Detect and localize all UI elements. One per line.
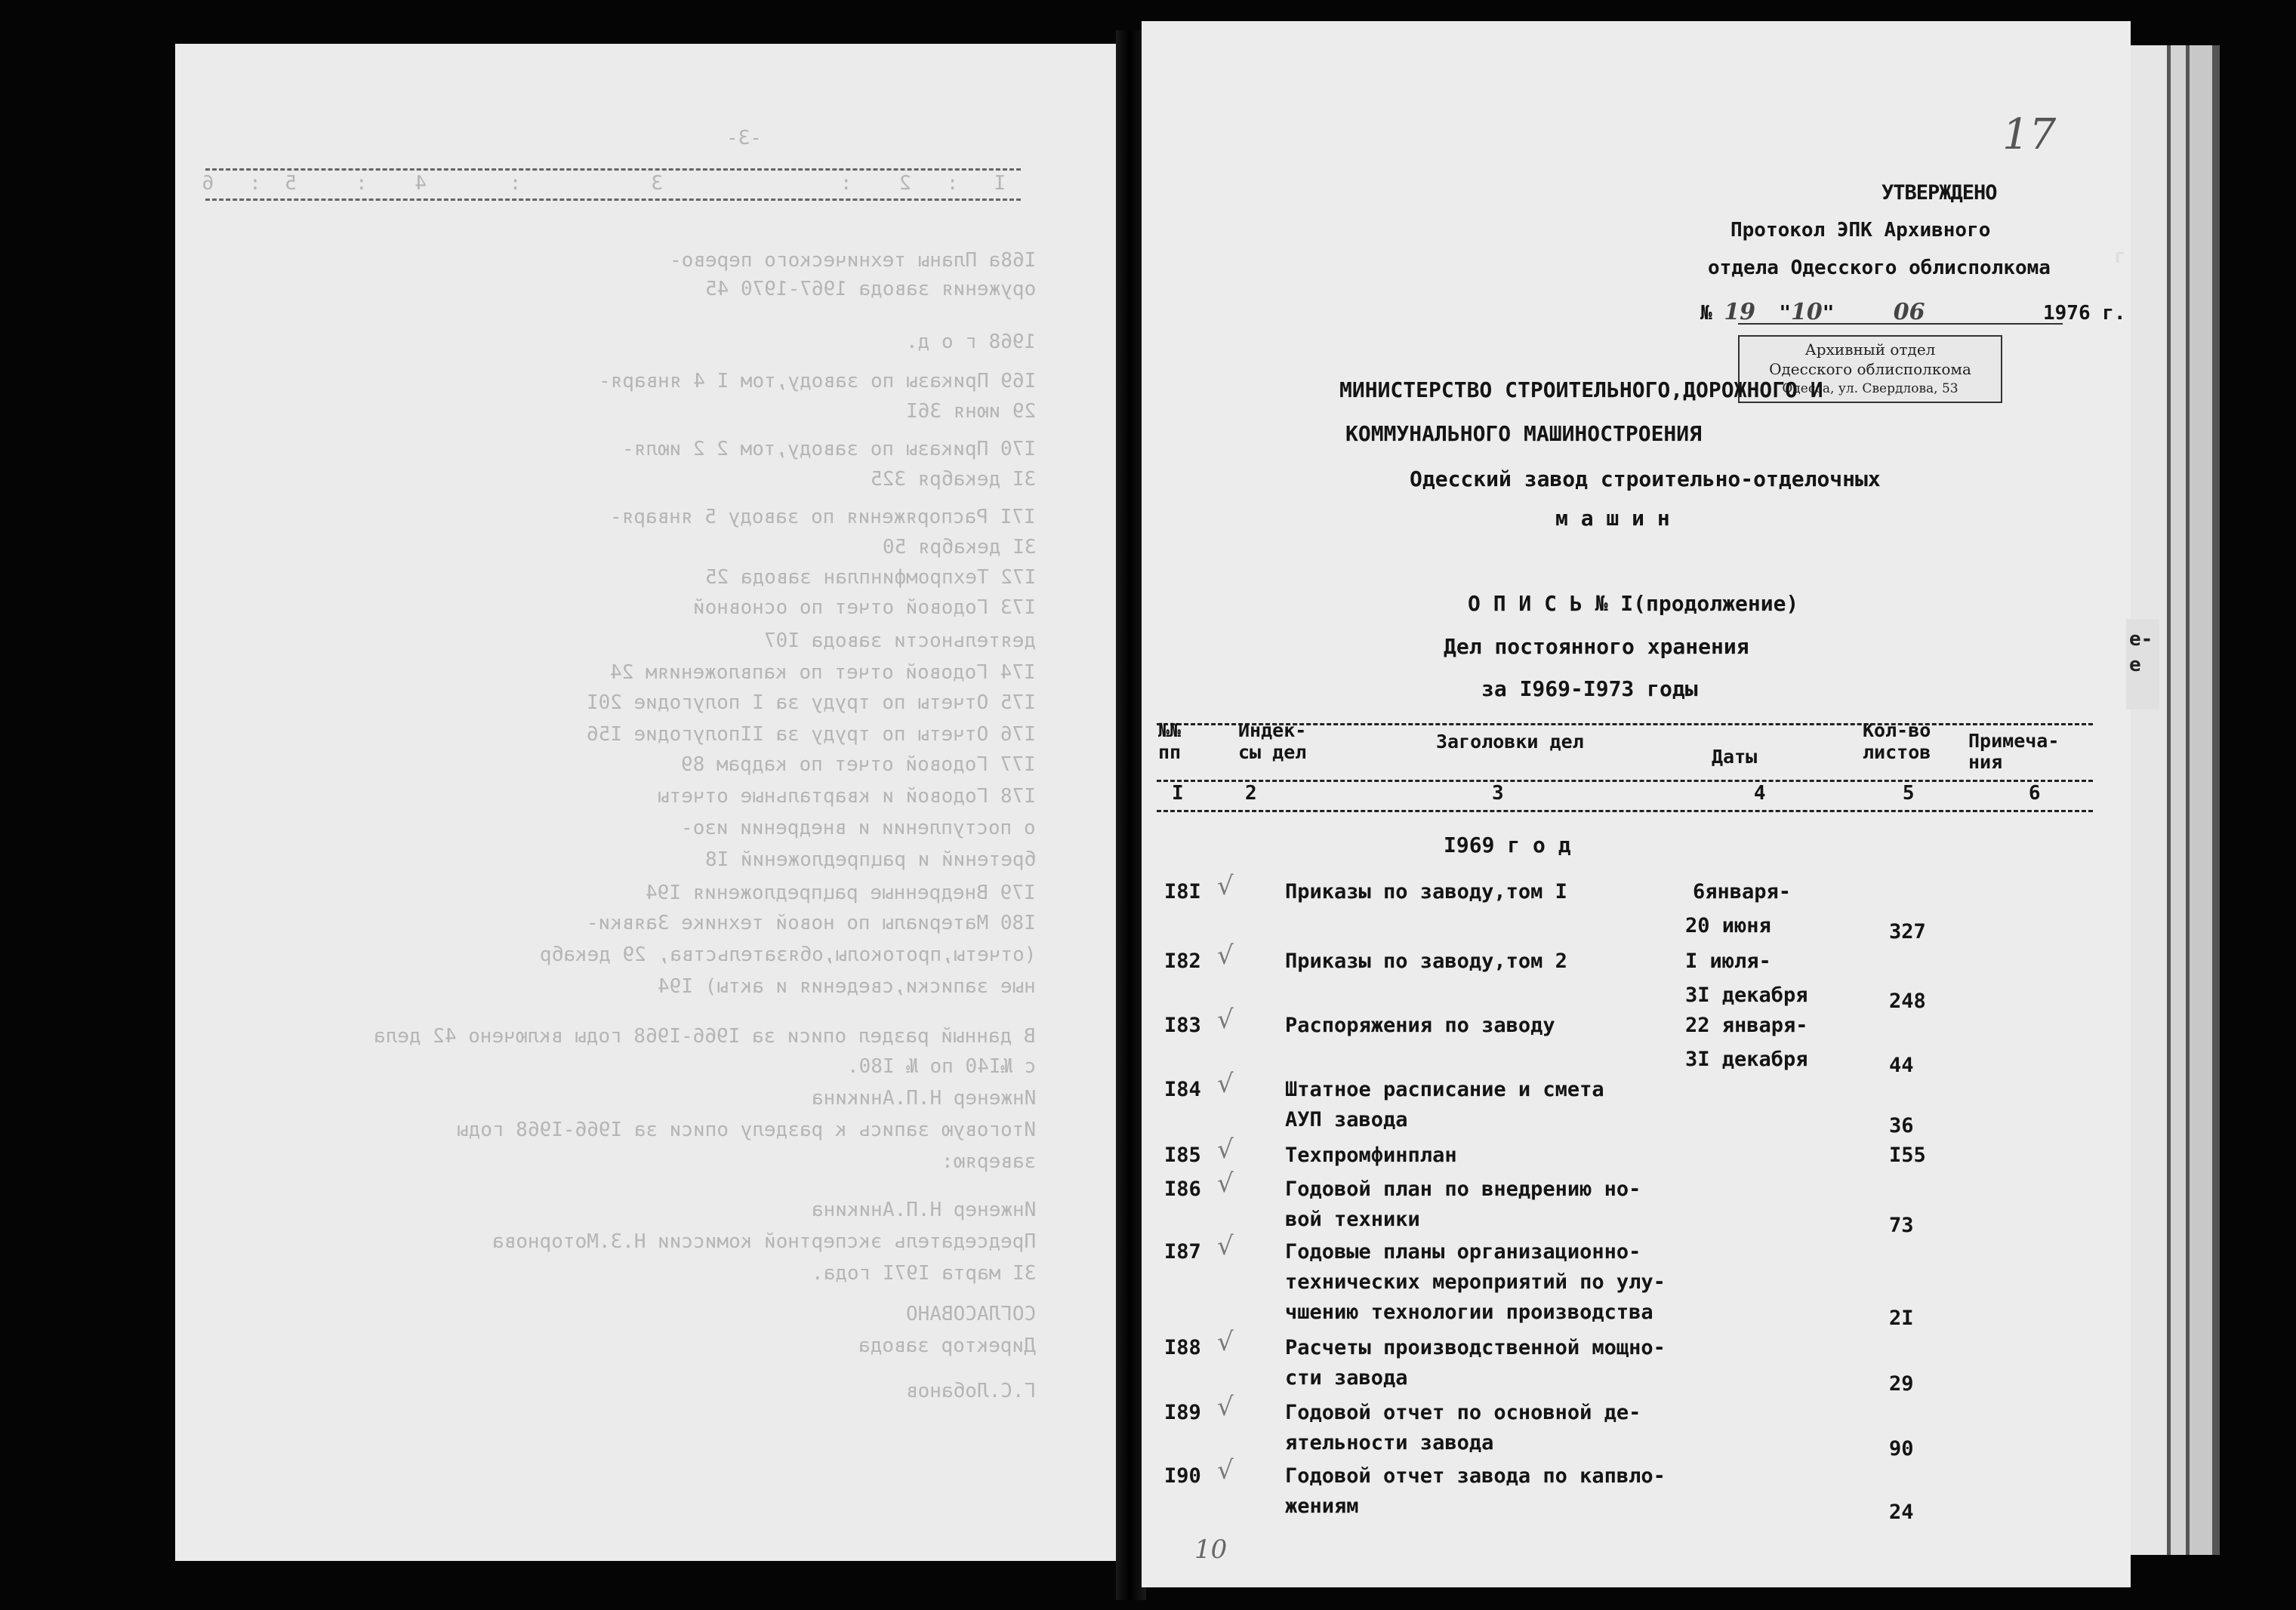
check-mark-icon: √ [1217, 1327, 1234, 1357]
row-title-line: чшению технологии производства [1285, 1301, 1653, 1324]
row-sheet-count: 29 [1889, 1372, 1914, 1396]
col-number-6: 6 [2028, 782, 2041, 805]
left-page-line: 3I декабря 50 [882, 536, 1036, 559]
left-page-line: I74 Годовой отчет по капвложениям 24 [610, 661, 1036, 684]
row-title-line: Техпромфинплан [1285, 1144, 1457, 1167]
left-page-line: оружения завода 1967-1970 45 [704, 278, 1036, 300]
check-mark-icon: √ [1217, 1455, 1234, 1485]
table-col-numbers [1172, 782, 2041, 805]
row-title-line: Штатное расписание и смета [1285, 1078, 1604, 1101]
left-page [175, 44, 1126, 1561]
check-mark-icon: √ [1217, 1392, 1234, 1422]
approval-day: 10 [1791, 299, 1823, 325]
approval-line1: УТВЕРЖДЕНО [1881, 181, 1997, 205]
left-page-line: I78 Годовой и квартальные отчеты [658, 785, 1036, 808]
left-page-line: I70 Приказы по заводу,том 2 2 июля- [622, 438, 1036, 460]
left-page-line: деятельности завода I07 [763, 630, 1036, 652]
row-number: I90 [1164, 1464, 1201, 1488]
row-title-line: Годовой отчет завода по капвло- [1285, 1464, 1666, 1488]
left-page-line: Председатель экспертной комиссии Н.З.Моторнова [492, 1230, 1036, 1253]
left-page-line: В данный раздел описи за I966-I968 годы включено 42 дела [374, 1025, 1036, 1048]
row-title-line: АУП завода [1285, 1108, 1408, 1131]
row-sheet-count: 44 [1889, 1054, 1914, 1077]
row-title-line: Приказы по заводу,том 2 [1285, 950, 1567, 973]
col-header-titles: Заголовки дел [1436, 731, 1584, 753]
left-page-line: СОГЛАСОВАНО [905, 1303, 1036, 1325]
left-col-4: 4 [415, 172, 427, 195]
row-number: I88 [1164, 1336, 1201, 1359]
approval-year: 1976 г. [2043, 302, 2126, 325]
left-page-line: I7I Распоряжения по заводу 5 января- [610, 506, 1036, 528]
stamp-line3: Одесса, ул. Свердлова, 53 [1782, 381, 1959, 396]
row-number: I83 [1164, 1014, 1201, 1037]
left-page-line: Инженер Н.П.Аникина [811, 1199, 1036, 1221]
row-sheet-count: 2I [1889, 1307, 1914, 1330]
left-page-line: ные записки,сведения и акты) I94 [658, 975, 1036, 998]
left-page-line: I69 Приказы по заводу,том I 4 января- [598, 370, 1036, 392]
left-col-5: 5 [285, 172, 297, 195]
inventory-title: О П И С Ь № I(продолжение) [1468, 591, 1799, 616]
left-header-cols: I : 2 : 3 : 4 : 5 : 6 [202, 172, 1006, 195]
row-title-line: Приказы по заводу,том I [1285, 880, 1567, 904]
row-title-line: Распоряжения по заводу [1285, 1014, 1555, 1037]
col-number-5: 5 [1902, 782, 1915, 805]
left-page-line: I72 Техпромфинплан завода 25 [704, 566, 1036, 589]
check-mark-icon: √ [1217, 1231, 1234, 1261]
col-header-index: Индек- сы дел [1238, 719, 1307, 763]
row-title-line: Годовой отчет по основной де- [1285, 1401, 1641, 1424]
table-rule-3 [1157, 810, 2093, 812]
check-mark-icon: √ [1217, 1168, 1234, 1199]
col-number-4: 4 [1753, 782, 1766, 805]
left-page-line: I76 Отчеты по труду за IIполугодие I56 [587, 723, 1036, 746]
side-tab-letter: г [2114, 245, 2126, 268]
row-title-line: Годовые планы организационно- [1285, 1240, 1641, 1264]
row-title-line: Расчеты производственной мощно- [1285, 1336, 1666, 1359]
left-page-line: 1968 г о д. [905, 331, 1036, 353]
side-tab: е- е [2126, 619, 2159, 710]
left-header-rule-top [205, 168, 1021, 171]
left-col-2: 2 [899, 172, 911, 195]
row-title-line: ятельности завода [1285, 1431, 1494, 1455]
left-page-line: Директор завода [858, 1334, 1036, 1357]
left-page-line: 3I марта I97I года. [811, 1262, 1036, 1285]
approval-month: 06 [1893, 299, 1925, 325]
left-page-line: о поступлении и внедрении изо- [681, 817, 1036, 839]
left-page-number: -3- [726, 127, 762, 149]
left-header-rule-bottom [205, 199, 1021, 201]
check-mark-icon: √ [1217, 1069, 1234, 1099]
left-page-line: (отчеты,протоколы,обязательства, 29 декабр [539, 944, 1036, 966]
row-number: I8I [1164, 880, 1201, 904]
left-col-6: 6 [202, 172, 214, 195]
row-date-line: 22 января- [1685, 1014, 1808, 1037]
left-page-line: 3I декабря 325 [870, 468, 1036, 491]
factory-line2: м а ш и н [1555, 506, 1670, 531]
ministry-line2: КОММУНАЛЬНОГО МАШИНОСТРОЕНИЯ [1345, 421, 1703, 446]
left-page-line: I80 Материалы по новой технике Заявки- [587, 912, 1036, 934]
row-title-line: вой техники [1285, 1208, 1420, 1231]
row-title-line: Годовой план по внедрению но- [1285, 1177, 1641, 1201]
factory-line1: Одесский завод строительно-отделочных [1410, 466, 1881, 491]
left-page-line: с №I40 по № I80. [846, 1055, 1036, 1078]
row-number: I84 [1164, 1078, 1201, 1101]
row-title-line: сти завода [1285, 1366, 1408, 1390]
approval-line3: отдела Одесского облисполкома [1708, 257, 2051, 279]
check-mark-icon: √ [1217, 940, 1234, 971]
left-page-line: заверяю: [941, 1150, 1036, 1173]
approval-line2: Протокол ЭПК Архивного [1730, 219, 1991, 242]
left-page-line: I68а Планы технического перево- [669, 249, 1036, 272]
row-sheet-count: 24 [1889, 1501, 1914, 1524]
left-col-3: 3 [651, 172, 664, 195]
approval-line4: № 19 "10" 06 1976 г. [1700, 299, 2126, 325]
ministry-line1: МИНИСТЕРСТВО СТРОИТЕЛЬНОГО,ДОРОЖНОГО И [1339, 377, 1823, 402]
left-col-1: I [994, 172, 1006, 195]
check-mark-icon: √ [1217, 1005, 1234, 1035]
inventory-subtitle-1: Дел постоянного хранения [1444, 634, 1749, 659]
right-page [1142, 21, 2131, 1587]
row-date-line: 3I декабря [1685, 1048, 1808, 1071]
col-number-2: 2 [1244, 782, 1257, 805]
left-page-line: 29 июня 36I [905, 400, 1036, 423]
row-date-line: 3I декабря [1685, 984, 1808, 1007]
approval-no-prefix: № [1700, 302, 1712, 325]
row-sheet-count: I55 [1889, 1144, 1926, 1167]
row-date-line: 6января- [1693, 880, 1792, 904]
approval-number: 19 [1724, 299, 1756, 325]
row-title-line: технических мероприятий по улу- [1285, 1270, 1666, 1294]
row-sheet-count: 36 [1889, 1114, 1914, 1137]
col-header-no: №№ пп [1158, 719, 1182, 763]
row-number: I89 [1164, 1401, 1201, 1424]
pencil-page-number: 10 [1194, 1535, 1228, 1565]
left-page-line: Инженер Н.П.Аникина [811, 1087, 1036, 1110]
row-date-line: 20 июня [1685, 914, 1771, 937]
col-header-dates: Даты [1712, 746, 1758, 768]
row-number: I85 [1164, 1144, 1201, 1167]
col-number-1: I [1172, 782, 1184, 805]
row-number: I82 [1164, 950, 1201, 973]
left-page-line: Г.С.Лобанов [905, 1380, 1036, 1402]
inventory-subtitle-2: за I969-I973 годы [1481, 676, 1698, 701]
check-mark-icon: √ [1217, 1134, 1234, 1165]
col-header-notes: Примеча- ния [1968, 730, 2060, 773]
row-number: I86 [1164, 1177, 1201, 1201]
row-sheet-count: 327 [1889, 920, 1926, 944]
row-number: I87 [1164, 1240, 1201, 1264]
row-date-line: I июля- [1685, 950, 1771, 973]
check-mark-icon: √ [1217, 871, 1234, 901]
col-number-3: 3 [1491, 782, 1504, 805]
stamp-line2: Одесского облисполкома [1769, 360, 1971, 378]
row-sheet-count: 248 [1889, 990, 1926, 1013]
row-sheet-count: 90 [1889, 1437, 1914, 1461]
left-page-line: I73 Годовой отчет по основной [693, 596, 1036, 619]
year-heading: I969 г о д [1444, 833, 1571, 857]
left-page-line: I77 Годовой отчет по кадрам 89 [681, 753, 1036, 776]
left-page-line: I79 Внедренные рацпредложения I94 [646, 882, 1036, 904]
left-page-line: бретений и рацпредложений I8 [704, 848, 1036, 871]
sheet-number: 17 [2002, 110, 2057, 159]
stamp-line1: Архивный отдел [1804, 340, 1936, 359]
row-title-line: жениям [1285, 1495, 1359, 1518]
row-sheet-count: 73 [1889, 1214, 1914, 1237]
col-header-sheets: Кол-во листов [1863, 719, 1931, 763]
left-page-line: I75 Отчеты по труду за I полугодие 20I [587, 691, 1036, 714]
left-page-line: Итоговую запись к разделу описи за I966-I968 годы [456, 1119, 1036, 1141]
